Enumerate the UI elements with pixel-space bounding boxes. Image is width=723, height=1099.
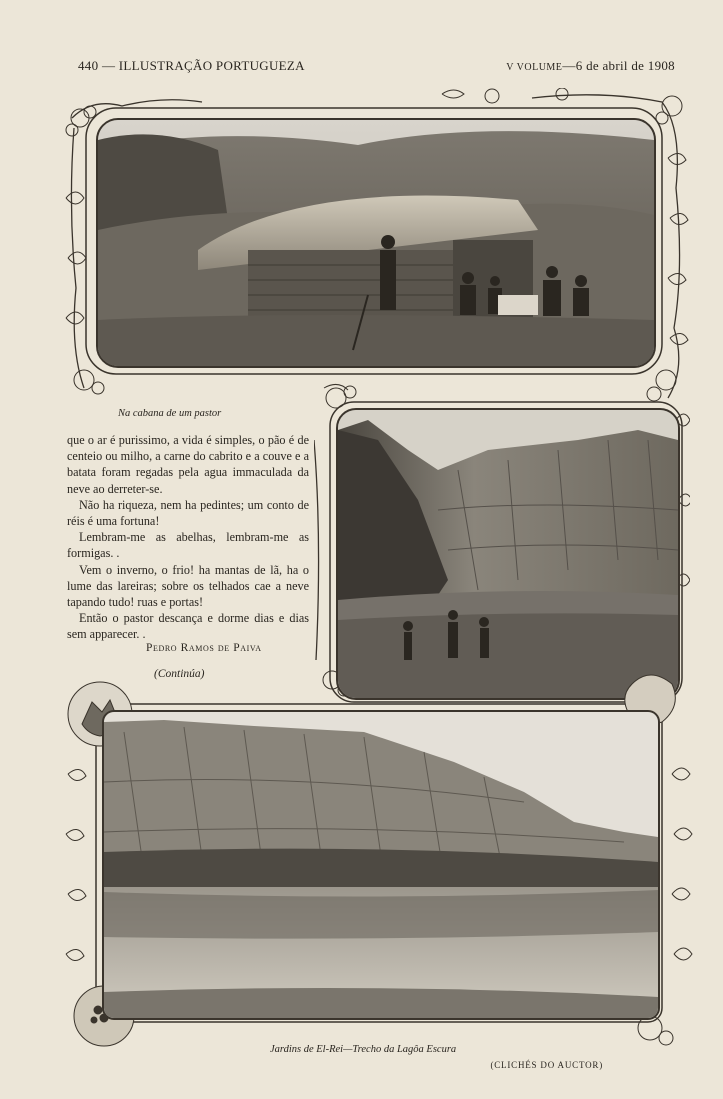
continuation-note: (Continúa) bbox=[154, 668, 205, 680]
photo-frame-canyon bbox=[314, 380, 690, 710]
article-paragraph: Lembram-me as abelhas, lembram-me as formigas. . bbox=[67, 530, 309, 561]
article-paragraph: Não ha riqueza, nem ha pedintes; um conto de réis é uma fortuna! bbox=[67, 497, 309, 529]
photo-shepherd-hut bbox=[96, 118, 656, 368]
article-paragraph: Vem o inverno, o frio! ha mantas de lã, ha o lume das lareiras; sobre os telhados cae a neve tapando tudo! ruas e portas! bbox=[67, 562, 309, 610]
photo-rocky-canyon bbox=[336, 408, 680, 700]
article-body bbox=[67, 432, 309, 643]
photo-frame-lagoon bbox=[62, 664, 694, 1056]
article-paragraph: que o ar é purissimo, a vida é simples, o pão é de centeio ou milho, a carne do cabrito e a couve e a batata foram regadas pela agua immaculada da neve ao derreter-se. bbox=[67, 433, 309, 496]
photo-lagoon bbox=[102, 710, 660, 1020]
page-header bbox=[78, 58, 675, 78]
issue-date bbox=[506, 58, 675, 74]
photo-frame-hut bbox=[62, 88, 690, 410]
volume-label: V VOLUME bbox=[506, 62, 563, 73]
photo-credits: (CLICHÉS DO AUCTOR) bbox=[490, 1060, 603, 1070]
author-signature: Pedro Ramos de Paiva bbox=[146, 642, 262, 654]
article-paragraph: Então o pastor descança e dorme dias e dias sem apparecer. . bbox=[67, 611, 309, 642]
page-label: 440 — ILLUSTRAÇÃO PORTUGUEZA bbox=[78, 58, 305, 73]
caption-lagoon: Jardins de El-Rei—Trecho da Lagôa Escura bbox=[270, 1044, 457, 1055]
caption-hut: Na cabana de um pastor bbox=[118, 408, 222, 419]
date-label: —6 de abril de 1908 bbox=[562, 58, 675, 73]
